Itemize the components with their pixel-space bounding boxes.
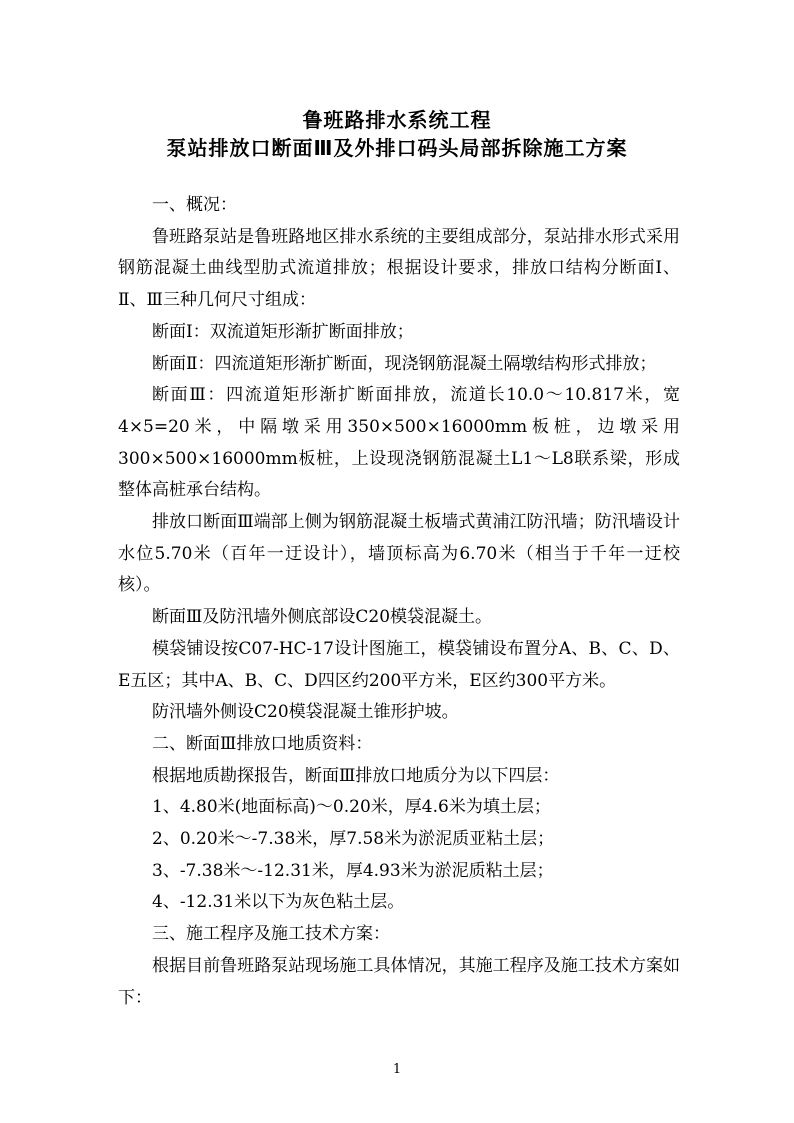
paragraph-section-1: 断面Ⅰ：双流道矩形渐扩断面排放； bbox=[152, 321, 414, 342]
page-number: 1 bbox=[392, 1062, 402, 1077]
paragraph-section-3: 断面Ⅲ：四流道矩形渐扩断面排放，流道长10.0～10.817米，宽4×5=20米，中隔墩采用350×500×16000mm板桩，边墩采用300×500×16000mm板桩，上设现浇钢筋混凝土L1～L8联系梁，形成整体高桩承台结构。 bbox=[118, 385, 680, 501]
list-item-layer-2: 2、0.20米～-7.38米，厚7.58米为淤泥质亚粘土层； bbox=[152, 829, 555, 850]
paragraph-bag-layout: 模袋铺设按C07-HC-17设计图施工，模袋铺设布置分A、B、C、D、E五区；其中A、B、C、D四区约200平方米，E区约300平方米。 bbox=[118, 638, 680, 691]
paragraph-flood-wall: 排放口断面Ⅲ端部上侧为钢筋混凝土板墙式黄浦江防汛墙；防汛墙设计水位5.70米（百年一迂设计），墙顶标高为6.70米（相当于千年一迂校核）。 bbox=[118, 512, 680, 596]
section-heading-geology: 二、断面Ⅲ排放口地质资料： bbox=[152, 733, 373, 754]
document-body bbox=[118, 190, 680, 1014]
paragraph-overview: 鲁班路泵站是鲁班路地区排水系统的主要组成部分，泵站排水形式采用钢筋混凝土曲线型肋式流道排放；根据设计要求，排放口结构分断面Ⅰ、Ⅱ、Ⅲ三种几何尺寸组成： bbox=[118, 226, 680, 311]
document-title-line-1: 鲁班路排水系统工程 bbox=[302, 108, 492, 132]
document-title-line-2: 泵站排放口断面Ⅲ及外排口码头局部拆除施工方案 bbox=[166, 136, 628, 160]
list-item-layer-4: 4、-12.31米以下为灰色粘土层。 bbox=[152, 892, 405, 913]
paragraph-c20-bag: 断面Ⅲ及防汛墙外侧底部设C20模袋混凝土。 bbox=[152, 607, 493, 628]
list-item-layer-3: 3、-7.38米～-12.31米，厚4.93米为淤泥质粘土层； bbox=[152, 860, 554, 881]
list-item-layer-1: 1、4.80米(地面标高)～0.20米，厚4.6米为填土层； bbox=[152, 797, 551, 818]
section-heading-overview: 一、概况： bbox=[152, 195, 237, 215]
paragraph-procedure-intro: 根据目前鲁班路泵站现场施工具体情况，其施工程序及施工技术方案如下： bbox=[118, 955, 680, 1008]
paragraph-slope: 防汛墙外侧设C20模袋混凝土锥形护坡。 bbox=[152, 702, 459, 723]
section-heading-procedure: 三、施工程序及施工技术方案： bbox=[152, 924, 390, 945]
paragraph-geology-intro: 根据地质勘探报告，断面Ⅲ排放口地质分为以下四层： bbox=[152, 765, 560, 786]
paragraph-section-2: 断面Ⅱ：四流道矩形渐扩断面，现浇钢筋混凝土隔墩结构形式排放； bbox=[152, 353, 657, 374]
